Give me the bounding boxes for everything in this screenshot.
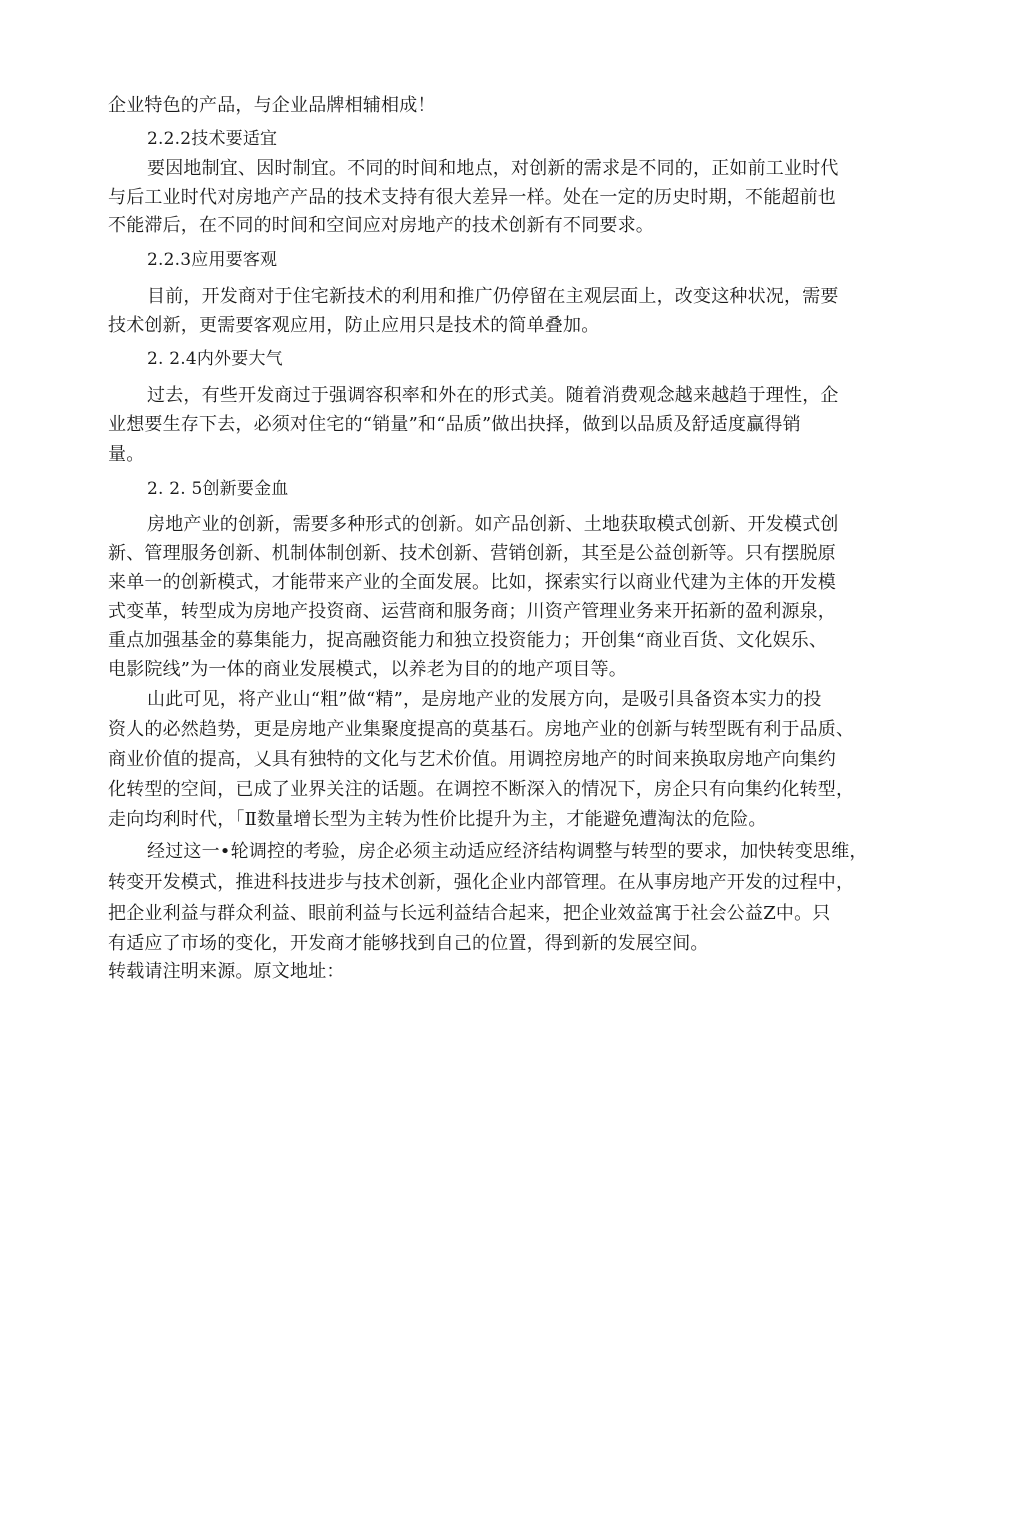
section-heading: 2. 2.4内外要大气 (147, 349, 283, 369)
text-line: 转变开发模式，推进科技进步与技术创新，强化企业内部管理。在从事房地产开发的过程中， (108, 872, 855, 893)
text-line: 量。 (108, 444, 145, 465)
text-line: 新、管理服务创新、机制体制创新、技术创新、营销创新，其至是公益创新等。只有摆脱原 (108, 543, 836, 564)
text-line: 过去，有些开发商过于强调容积率和外在的形式美。随着消费观念越来越趋于理性，企 (147, 385, 839, 406)
text-line: 走向均利时代，「Ⅱ数量增长型为主转为性价比提升为主，才能避免遭淘汰的危险。 (108, 809, 767, 830)
text-line: 与后工业时代对房地产产品的技术支持有很大差异一样。处在一定的历史时期，不能超前也 (108, 187, 836, 208)
text-line: 山此可见，将产业山“粗”做“精”，是房地产业的发展方向，是吸引具备资本实力的投 (147, 689, 822, 710)
text-line: 技术创新，更需要客观应用，防止应用只是技术的简单叠加。 (108, 315, 600, 336)
text-line: 重点加强基金的募集能力，捉高融资能力和独立投资能力；开创集“商业百货、文化娱乐、 (108, 630, 828, 651)
text-line: 有适应了市场的变化，开发商才能够找到自己的位置，得到新的发展空间。 (108, 933, 709, 954)
text-line: 目前，开发商对于住宅新技术的利用和推广仍停留在主观层面上，改变这种状况，需要 (147, 286, 839, 307)
text-line: 业想要生存下去，必须对住宅的“销量”和“品质”做出抉择，做到以品质及舒适度赢得销 (108, 414, 801, 435)
text-line: 电影院线”为一体的商业发展模式，以养老为目的的地产项目等。 (108, 659, 627, 680)
section-heading: 2.2.3应用要客观 (147, 250, 278, 270)
section-heading: 2. 2. 5创新要金血 (147, 479, 289, 499)
text-line: 来单一的创新模式，才能带来产业的全面发展。比如，探索实行以商业代建为主体的开发模 (108, 572, 836, 593)
text-line: 商业价值的提高，乂具有独特的文化与艺术价值。用调控房地产的时间来换取房地产向集约 (108, 749, 836, 770)
text-line: 房地产业的创新，需要多种形式的创新。如产品创新、土地获取模式创新、开发模式创 (147, 514, 839, 535)
text-line: 把企业利益与群众利益、眼前利益与长远利益结合起来，把企业效益寓于社会公益Z中。只 (108, 903, 831, 924)
text-line: 化转型的空间，已成了业界关注的话题。在调控不断深入的情况下，房企只有向集约化转型， (108, 779, 855, 800)
text-line: 企业特色的产品，与企业品牌相辅相成！ (108, 95, 436, 116)
section-heading: 2.2.2技术要适宜 (147, 129, 278, 149)
text-line: 经过这一•轮调控的考验，房企必须主动适应经济结构调整与转型的要求，加快转变思维， (147, 841, 868, 862)
text-line: 转载请注明来源。原文地址： (108, 961, 345, 982)
text-line: 资人的必然趋势，更是房地产业集聚度提高的莫基石。房地产业的创新与转型既有利于品质、 (108, 719, 855, 740)
text-line: 式变革，转型成为房地产投资商、运营商和服务商；川资产管理业务来开拓新的盈利源泉， (108, 601, 836, 622)
text-line: 不能滞后，在不同的时间和空间应对房地产的技术创新有不同要求。 (108, 215, 654, 236)
text-line: 要因地制宜、因时制宜。不同的时间和地点，对创新的需求是不同的，正如前工业时代 (147, 158, 839, 179)
